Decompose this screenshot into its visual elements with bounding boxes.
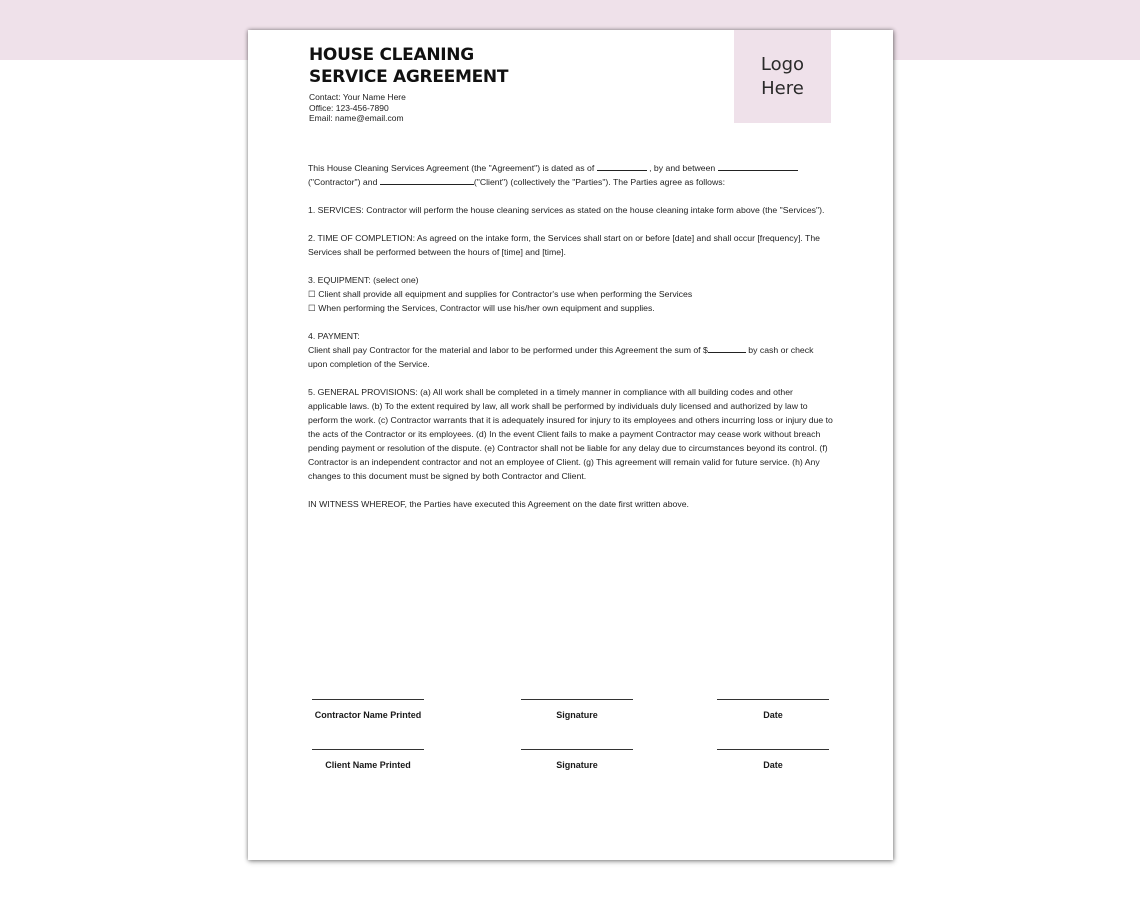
amount-blank — [708, 343, 746, 353]
contact-block — [309, 92, 406, 124]
payment-paragraph — [308, 329, 833, 371]
services-paragraph: 1. SERVICES: Contractor will perform the house cleaning services as stated on the house cleaning intake form above (the "Services"). — [308, 205, 825, 215]
contact-name: Contact: Your Name Here — [309, 92, 406, 102]
payment-heading: 4. PAYMENT: — [308, 331, 360, 341]
intro-text-b: , by and between — [649, 163, 716, 173]
client-signature-label: Signature — [556, 760, 598, 770]
equipment-heading: 3. EQUIPMENT: (select one) — [308, 275, 419, 285]
contractor-date-line — [717, 699, 829, 700]
client-name-label: Client Name Printed — [325, 760, 411, 770]
contractor-signature-label: Signature — [556, 710, 598, 720]
contact-office: Office: 123-456-7890 — [309, 102, 389, 113]
equipment-paragraph — [308, 273, 833, 315]
equipment-option-client[interactable]: ☐ Client shall provide all equipment and supplies for Contractor's use when performing the Services — [308, 289, 693, 299]
contractor-date-label: Date — [763, 710, 783, 720]
intro-text-a: This House Cleaning Services Agreement (the "Agreement") is dated as of — [308, 163, 595, 173]
equipment-option-contractor[interactable]: ☐ When performing the Services, Contractor will use his/her own equipment and supplies. — [308, 303, 655, 313]
contact-email: Email: name@email.com — [309, 113, 404, 123]
general-provisions-paragraph: 5. GENERAL PROVISIONS: (a) All work shall be completed in a timely manner in compliance with all building codes and other applicable laws. (b) To the extent required by law, all work shall be performed by individuals duly licensed and authorized by law to perform the work. (c) Contractor warrants that it is adequately insured for injury to its employees and others incurring loss or injury due to the acts of the Contractor or its employees. (d) In the event Client fails to make a payment Contractor may cease work without breach pending payment or resolution of the dispute. (e) Contractor shall not be liable for any delay due to circumstances beyond its control. (f) Contractor is an independent contractor and not an employee of Client. (g) This agreement will remain valid for future service. (h) Any changes to this document must be signed by both Contractor and Client. — [308, 387, 833, 481]
client-signature-line — [521, 749, 633, 750]
agreement-body — [308, 161, 833, 525]
title-line-1: HOUSE CLEANING — [309, 45, 474, 65]
logo-text-line-2: Here — [761, 77, 804, 99]
time-paragraph: 2. TIME OF COMPLETION: As agreed on the intake form, the Services shall start on or before [date] and shall occur [frequency]. The Services shall be performed between the hours of [time] and [time]. — [308, 233, 820, 257]
title-line-2: SERVICE AGREEMENT — [309, 67, 509, 87]
client-date-line — [717, 749, 829, 750]
payment-text-b: by cash or check upon completion of the Service. — [308, 345, 814, 369]
logo-placeholder — [734, 30, 831, 123]
contractor-name-line — [312, 699, 424, 700]
witness-paragraph: IN WITNESS WHEREOF, the Parties have executed this Agreement on the date first written above. — [308, 499, 689, 509]
page-title — [309, 44, 508, 88]
contractor-blank — [718, 161, 798, 171]
client-blank — [380, 175, 474, 185]
intro-text-d: ("Client") (collectively the "Parties"). The Parties agree as follows: — [473, 177, 726, 187]
intro-text-c: ("Contractor") and — [308, 177, 378, 187]
contractor-name-label: Contractor Name Printed — [314, 710, 422, 720]
client-name-line — [312, 749, 424, 750]
intro-paragraph — [308, 161, 833, 189]
client-date-label: Date — [763, 760, 783, 770]
agreement-page — [248, 30, 893, 860]
date-blank — [597, 161, 647, 171]
contractor-signature-line — [521, 699, 633, 700]
payment-text-a: Client shall pay Contractor for the material and labor to be performed under this Agreement the sum of $ — [308, 345, 708, 355]
logo-text-line-1: Logo — [760, 53, 805, 75]
